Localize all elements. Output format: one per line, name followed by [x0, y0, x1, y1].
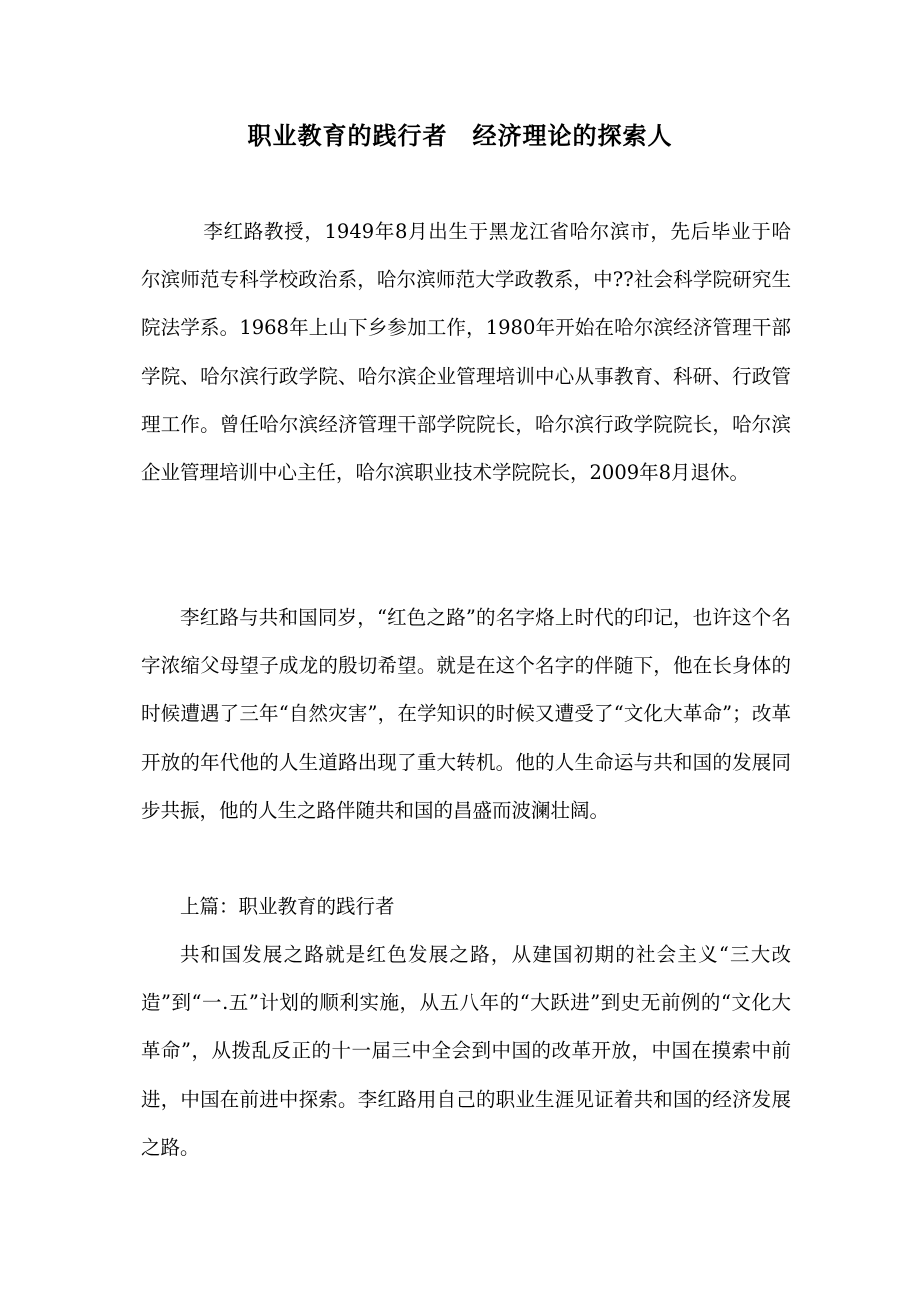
section-heading: 上篇：职业教育的践行者 — [180, 895, 395, 918]
paragraph-introduction: 李红路与共和国同岁，“红色之路”的名字烙上时代的印记，也许这个名字浓缩父母望子成龙的殷切希望。就是在这个名字的伴随下，他在长身体的时候遭遇了三年“自然灾害”，在学知识的时候又遭受了“文化大革命”；改革开放的年代他的人生道路出现了重大转机。他的人生命运与共和国的发展同步共振，他的人生之路伴随共和国的昌盛而波澜壮阔。 — [141, 606, 791, 822]
paragraph-development: 共和国发展之路就是红色发展之路，从建国初期的社会主义“三大改造”到“一.五”计划的顺利实施，从五八年的“大跃进”到史无前例的“文化大革命”，从拨乱反正的十一届三中全会到中国的改革开放，中国在摸索中前进，中国在前进中探索。李红路用自己的职业生涯见证着共和国的经济发展之路。 — [141, 943, 791, 1159]
document-title: 职业教育的践行者 经济理论的探索人 — [247, 121, 673, 150]
paragraph-biography: 李红路教授，1949年8月出生于黑龙江省哈尔滨市，先后毕业于哈尔滨师范专科学校政治系，哈尔滨师范大学政教系，中??社会科学院研究生院法学系。1968年上山下乡参加工作，1980年开始在哈尔滨经济管理干部学院、哈尔滨行政学院、哈尔滨企业管理培训中心从事教育、科研、行政管理工作。曾任哈尔滨经济管理干部学院院长，哈尔滨行政学院院长，哈尔滨企业管理培训中心主任，哈尔滨职业技术学院院长，2009年8月退休。 — [141, 220, 791, 485]
